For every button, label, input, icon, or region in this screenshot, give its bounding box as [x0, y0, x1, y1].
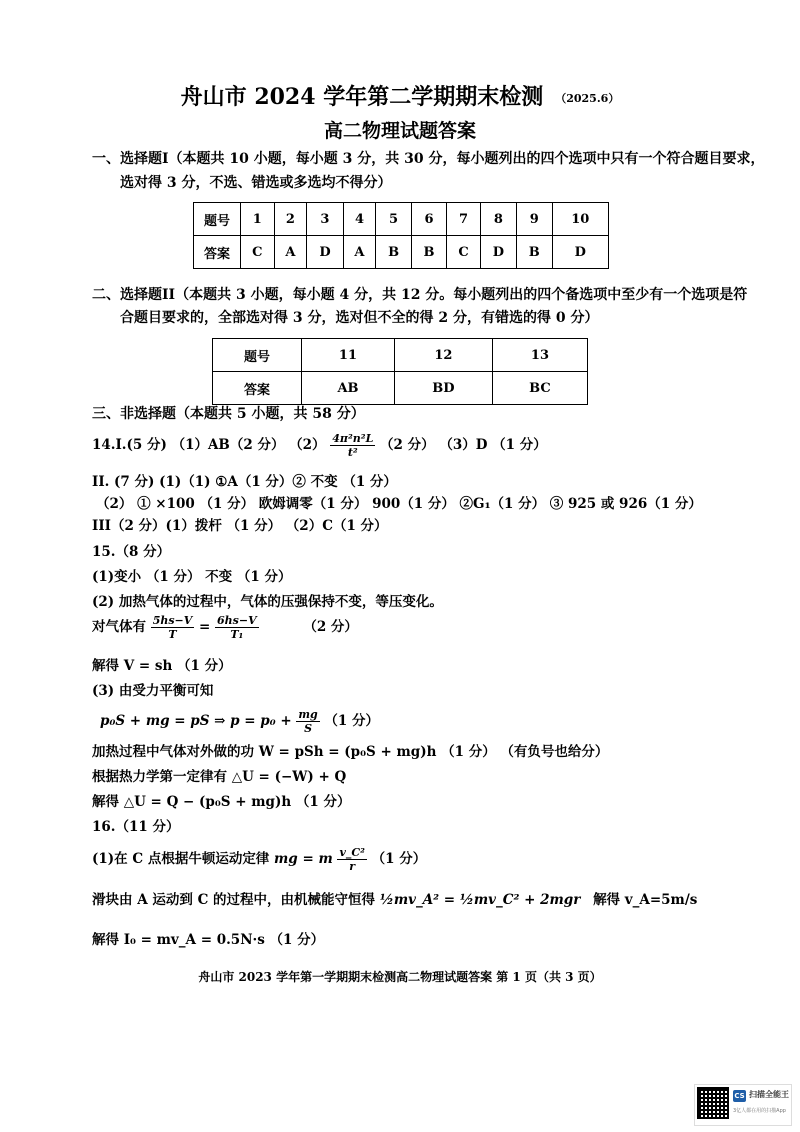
q16-part2-text: 滑块由 A 运动到 C 的过程中，由机械能守恒得	[92, 892, 376, 908]
table-row	[213, 339, 588, 372]
question-number: 11	[302, 339, 395, 372]
q16-part3: 解得 I₀ = mv_A = 0.5N·s （1 分）	[92, 932, 325, 948]
fraction-numerator: v_C²	[339, 846, 365, 859]
scanner-app-name: 扫描全能王	[749, 1090, 789, 1099]
equation-text: mg = m	[274, 851, 333, 867]
fraction-denominator: t²	[347, 446, 358, 459]
qr-code-icon	[699, 1089, 727, 1117]
question-number: 3	[307, 203, 343, 236]
q16-heading: 16.（11 分）	[92, 819, 180, 835]
document-title	[0, 80, 800, 111]
fraction-left	[151, 614, 195, 641]
score: （1 分）	[371, 851, 427, 867]
row-label: 答案	[194, 236, 241, 269]
answer-cell: C	[447, 236, 481, 269]
answer-cell: BD	[394, 372, 492, 405]
table-row	[194, 203, 609, 236]
fraction	[296, 708, 319, 735]
scanner-tagline: 3亿人都在用的扫描App	[733, 1108, 786, 1114]
q14-part2-line2: （2） ① ×100 （1 分） 欧姆调零（1 分） 900（1 分） ②G₁（1 分） ③ 925 或 926（1 分）	[96, 496, 702, 512]
equals-sign: =	[199, 619, 211, 635]
exam-date: （2025.6）	[555, 92, 620, 105]
answer-cell: A	[274, 236, 307, 269]
question-number: 7	[447, 203, 481, 236]
q15-equation1	[92, 614, 358, 641]
q15-part2: (2) 加热气体的过程中，气体的压强保持不变，等压变化。	[92, 594, 443, 610]
answer-cell: AB	[302, 372, 395, 405]
q14-part2-line1: II. (7 分) (1)（1) ①A（1 分）② 不变 （1 分）	[92, 474, 397, 490]
q16-part1	[92, 846, 426, 873]
q16-part1-text: (1)在 C 点根据牛顿运动定律	[92, 851, 270, 867]
fraction-numerator: 5hs−V	[152, 614, 193, 627]
section2-heading-line1: 二、选择题II（本题共 3 小题，每小题 4 分，共 12 分。每小题列出的四个备选项中至少有一个选项是符	[92, 287, 748, 303]
question-number: 1	[241, 203, 275, 236]
q15-part1: (1)变小 （1 分） 不变 （1 分）	[92, 569, 292, 585]
q14-formula	[330, 432, 375, 459]
table-row	[194, 236, 609, 269]
answer-cell: BC	[492, 372, 587, 405]
scanner-watermark	[694, 1084, 792, 1126]
question-number: 2	[274, 203, 307, 236]
q14-part3: III（2 分）(1）拨杆 （1 分） （2）C（1 分）	[92, 518, 388, 534]
q15-solve2: 解得 △U = Q − (p₀S + mg)h （1 分）	[92, 794, 351, 810]
question-number: 9	[517, 203, 552, 236]
section1-answer-table	[193, 202, 609, 269]
section2-heading-line2: 合题目要求的，全部选对得 3 分，选对但不全的得 2 分，有错选的得 0 分）	[120, 310, 599, 326]
answer-cell: B	[376, 236, 411, 269]
answer-cell: C	[241, 236, 275, 269]
answer-cell: B	[411, 236, 446, 269]
table-row	[213, 372, 588, 405]
q14-part1-text: 14.I.(5 分) （1）AB（2 分） （2）	[92, 437, 326, 453]
q15-work: 加热过程中气体对外做的功 W = pSh = (p₀S + mg)h （1 分） （有负号也给分）	[92, 744, 609, 760]
fraction-numerator: 4π²n²L	[332, 432, 374, 445]
fraction-numerator: mg	[298, 708, 318, 721]
answer-cell: D	[307, 236, 343, 269]
page-footer: 舟山市 2023 学年第一学期期末检测高二物理试题答案 第 1 页（共 3 页）	[198, 970, 602, 984]
q14-part1-score: （2 分） （3）D （1 分）	[380, 437, 547, 453]
row-label: 答案	[213, 372, 302, 405]
answer-cell: A	[343, 236, 376, 269]
fraction-right	[215, 614, 259, 641]
score: （2 分）	[303, 619, 358, 635]
document-subtitle: 高二物理试题答案	[323, 120, 476, 142]
q15-heading: 15.（8 分）	[92, 544, 171, 560]
camscanner-logo: CS	[734, 1092, 745, 1100]
answer-cell: D	[480, 236, 516, 269]
question-number: 12	[394, 339, 492, 372]
fraction-numerator: 6hs−V	[217, 614, 257, 627]
section1-heading-line2: 选对得 3 分，不选、错选或多选均不得分）	[120, 175, 392, 191]
question-number: 10	[552, 203, 609, 236]
score: （1 分）	[324, 713, 380, 729]
q15-part3: (3) 由受力平衡可知	[92, 683, 214, 699]
q14-part1	[92, 432, 547, 459]
section3-heading: 三、非选择题（本题共 5 小题，共 58 分）	[92, 406, 365, 422]
question-number: 4	[343, 203, 376, 236]
fraction-denominator: T	[168, 628, 177, 641]
section1-heading-line1: 一、选择题I（本题共 10 小题，每小题 3 分，共 30 分，每小题列出的四个选项中只有一个符合题目要求，	[92, 151, 765, 167]
question-number: 8	[480, 203, 516, 236]
question-number: 5	[376, 203, 411, 236]
answer-cell: D	[552, 236, 609, 269]
equation-text: p₀S + mg = pS ⇒ p = p₀ +	[100, 713, 292, 729]
fraction-denominator: S	[304, 722, 313, 735]
fraction-denominator: r	[349, 860, 356, 873]
q16-part2	[92, 888, 697, 908]
result: 解得 v_A=5m/s	[593, 892, 698, 908]
q15-solve1: 解得 V = sh （1 分）	[92, 658, 232, 674]
question-number: 13	[492, 339, 587, 372]
fraction	[337, 846, 366, 873]
equation-prefix: 对气体有	[92, 619, 146, 635]
title-text: 舟山市 2024 学年第二学期期末检测	[180, 84, 544, 110]
q15-law: 根据热力学第一定律有 △U = (−W) + Q	[92, 769, 347, 785]
equation-text: ½mv_A² = ½mv_C² + 2mgr	[379, 892, 581, 908]
fraction-denominator: T₁	[230, 628, 244, 641]
question-number: 6	[411, 203, 446, 236]
row-label: 题号	[194, 203, 241, 236]
row-label: 题号	[213, 339, 302, 372]
answer-cell: B	[517, 236, 552, 269]
section2-answer-table	[212, 338, 588, 405]
q15-equation2	[100, 708, 379, 735]
